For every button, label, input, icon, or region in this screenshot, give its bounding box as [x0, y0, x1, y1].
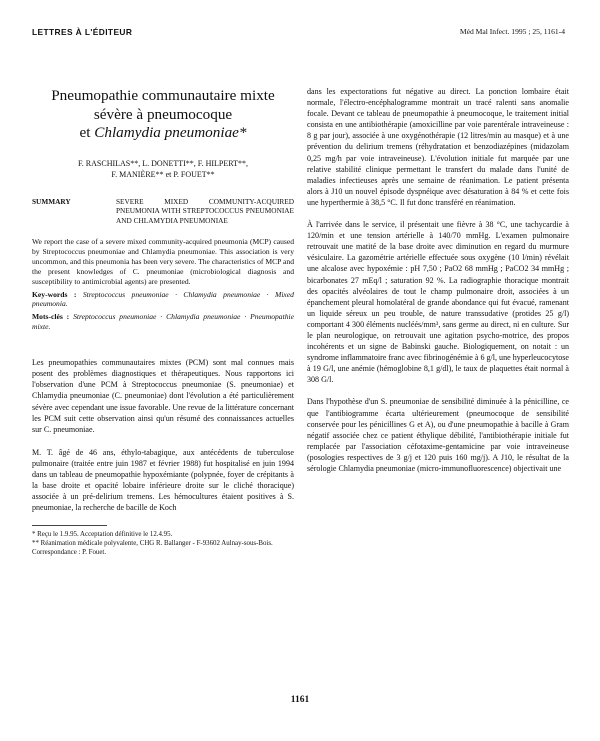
- authors-line-1: F. RASCHILAS**, L. DONETTI**, F. HILPERT**,: [77, 158, 249, 168]
- summary-block: [32, 197, 294, 225]
- title-line-1: Pneumopathie communautaire mixte: [51, 87, 275, 104]
- body-paragraph: Dans l'hypothèse d'un S. pneumoniae de sensibilité diminuée à la pénicilline, ce que l'antibiogramme écarta ultérieurement (pneumocoque de sensibilité conservée pour les pénicillines G et A), ou d'une pneumopathie à bacille à Gram négatif associée chez ce patient éthylique débilité, l'antibiothérapie initiale fut remplacée par l'association céfotaxime-gentamicine par voie intraveineuse (posologies respectives de 3 g/j et 120 puis 160 mg/j). A J10, le résultat de la sérologie Chlamydia pneumoniae (micro-immunofluorescence) objectivait une: [307, 397, 569, 473]
- footnote: ** Réanimation médicale polyvalente, CHG R. Ballanger - F-93602 Aulnay-sous-Bois.: [32, 540, 273, 548]
- footnote: * Reçu le 1.9.95. Acceptation définitive le 12.4.95.: [32, 531, 173, 539]
- body-paragraph: M. T. âgé de 46 ans, éthylo-tabagique, aux antécédents de tuberculose pulmonaire (traitée entre juin 1987 et février 1988) fut hospitalisé en juin 1994 dans un tableau de pneumopathie hypoxémiante (polypnée, foyer de crépitants à la base droite et opacité lobaire inférieure droite sur le cliché thoracique) associée à un pré-delirium tremens. Les hémocultures étaient positives à S. pneumoniae, la recherche de bacille de Koch: [32, 447, 294, 513]
- authors-line-2: F. MANIÈRE** et P. FOUET**: [111, 169, 215, 179]
- page-number: 1161: [290, 695, 310, 705]
- title-line-3: [32, 124, 294, 143]
- abstract: We report the case of a severe mixed community-acquired pneumonia (MCP) caused by Streptococcus pneumoniae and Chlamydia pneumoniae. This association is very uncommon, and this pneumonia has been very severe. The characteristics of MCP and the present knowledges of C. pneumoniae (microbiological diagnosis and susceptibility to antimicrobial agents) are presented.: [32, 237, 294, 286]
- title-prefix: et: [79, 124, 95, 142]
- mots-cles-label: Mots-clés :: [32, 312, 70, 322]
- mots-cles-text: Streptococcus pneumoniae · Chlamydia pneumoniae · Pneumopathie mixte.: [32, 312, 294, 332]
- keywords: [32, 290, 294, 310]
- journal-reference: Méd Mal Infect. 1995 ; 25, 1161-4: [459, 27, 565, 36]
- section-header: LETTRES À L'ÉDITEUR: [32, 27, 133, 37]
- footnote-rule: [32, 525, 107, 526]
- right-column: [307, 86, 569, 485]
- body-paragraph: À l'arrivée dans le service, il présentait une fièvre à 38 °C, une tachycardie à 120/min et une tension artérielle à 140/70 mmHg. L'examen pulmonaire retrouvait une matité de la base droite avec diminution en regard du murmure vésiculaire. La gazométrie artérielle effectuée sous oxygène (10 l/min) révélait une alcalose avec hypoxémie : pH 7,50 ; PaO2 68 mmHg ; PaCO2 34 mmHg ; bicarbonates 27 mEq/l ; saturation 92 %. La radiographie thoracique montrait des opacités alvéolaires de tout le champ pulmonaire droit, associées à un épanchement pleural homolatéral de grande abondance qui fut évacué, ramenant un liquide séreux un peu trouble, de nature transsudative (protides 25 g/l) comportant 4 300 éléments nucléés/mm³, sans germe au direct, ni en culture. Sur le plan neurologique, on retrouvait une agitation psycho-motrice, des propos incohérents et un signe de Babinski gauche. Biologiquement, on notait : un syndrome inflammatoire franc avec fibrinogénémie à 6 g/l, une hyperleucocytose à 19 G/l, une anémie (hémoglobine 8,1 g/dl), le taux de plaquettes était normal à 308 G/l.: [307, 220, 569, 385]
- title-organism: Chlamydia pneumoniae*: [94, 124, 247, 142]
- left-column: [32, 86, 294, 557]
- mots-cles: [32, 312, 294, 332]
- keywords-text: Streptococcus pneumoniae · Chlamydia pneumoniae · Mixed pneumonia.: [32, 289, 294, 309]
- summary-title: SEVERE MIXED COMMUNITY-ACQUIRED PNEUMONIA WITH STREPTOCOCCUS PNEUMONIAE AND CHLAMYDIA PNEUMONIAE: [116, 196, 294, 225]
- body-paragraph: Les pneumopathies communautaires mixtes (PCM) sont mal connues mais posent des problèmes diagnostiques et thérapeutiques. Nous rapportons ici l'observation d'une PCM à Streptococcus pneumoniae (S. pneumoniae) et Chlamydia pneumoniae (C. pneumoniae) dont l'évolution a été particulièrement sévère avec cependant une issue favorable. Une revue de la littérature concernant les PCM suit cette observation ainsi qu'un résumé des connaissances actuelles sur C. pneumoniae.: [32, 358, 294, 434]
- keywords-label: Key-words :: [32, 289, 77, 299]
- authors: [32, 158, 294, 180]
- body-paragraph: dans les expectorations fut négative au direct. La ponction lombaire était normale, l'électro-encéphalogramme montrait un tracé ralenti sans anomalie focale. Devant ce tableau de pneumopathie à pneumocoque, le traitement initial consista en une antibiothérapie (amoxicilline par voie parentérale intraveineuse : 8 g par jour), associée à une oxygénothérapie (12 litres/min au masque) et à une prévention du delirium tremens (réhydratation et benzodiazépines (midazolam 0,25 mg/h par voie intraveineuse). L'évolution initiale fut marquée par une relative stabilité clinique permettant le transfert du malade dans l'unité de maladies infectieuses après une semaine de réanimation. Le patient présenta alors à J10 un nouvel épisode dyspnéique avec désaturation à 84 % et cette fois une hyperthermie à 38,5 °C. Il fut donc transféré en réanimation.: [307, 87, 569, 207]
- footnote: Correspondance : P. Fouet.: [32, 549, 107, 557]
- summary-label: SUMMARY: [32, 196, 71, 206]
- title-line-2: sévère à pneumocoque: [93, 105, 233, 123]
- article-title: [32, 87, 294, 143]
